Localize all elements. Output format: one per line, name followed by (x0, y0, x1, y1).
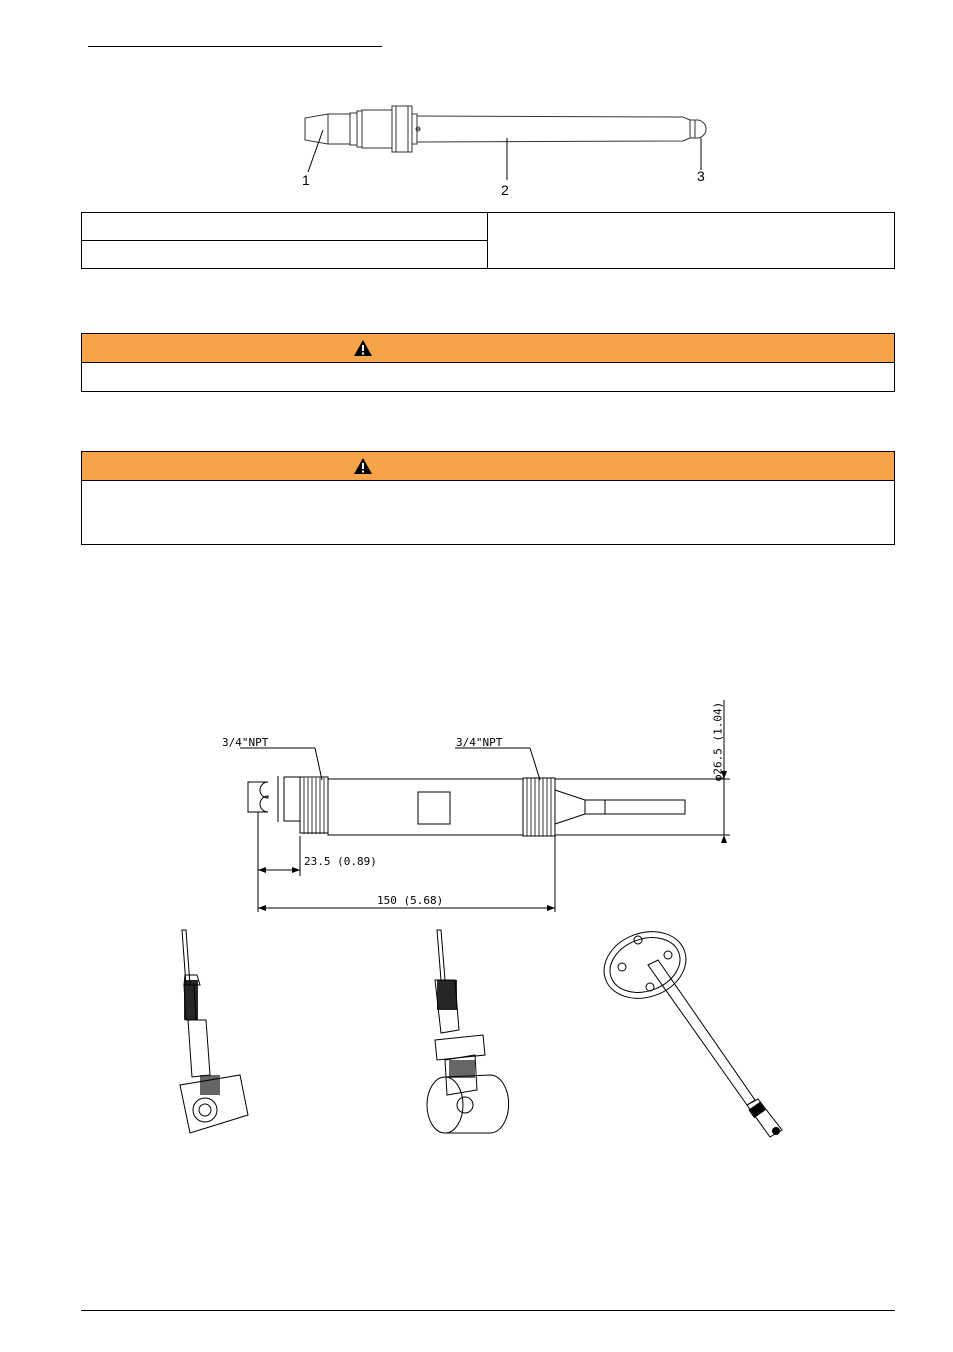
sensor-side-view-drawing (295, 100, 725, 200)
callout-1: 1 (302, 172, 310, 188)
warning-box-2 (81, 451, 895, 545)
dimension-drawing (240, 700, 750, 920)
total-length-label: 150 (5.68) (377, 894, 444, 907)
mount-illustration-2 (415, 925, 525, 1140)
thread-label-right: 3/4"NPT (456, 736, 503, 749)
warning-box-1 (81, 333, 895, 392)
legend-right-cell (488, 213, 894, 268)
diameter-label: φ26.5 (1.04) (711, 701, 725, 782)
legend-row-1 (82, 213, 488, 241)
warning-header (82, 452, 894, 481)
legend-table (81, 212, 895, 269)
warning-triangle-icon (353, 457, 373, 475)
sensor-figure (295, 100, 725, 200)
mount-illustration-1 (160, 925, 260, 1140)
dimension-drawing-svg (240, 700, 750, 920)
warning-header (82, 334, 894, 363)
warning-triangle-icon (353, 339, 373, 357)
flange-mount-drawing (600, 925, 810, 1145)
callout-2: 2 (501, 182, 509, 198)
thread-label-left: 3/4"NPT (222, 736, 269, 749)
callout-3: 3 (697, 168, 705, 184)
legend-row-2 (82, 241, 488, 268)
mount-illustration-3 (600, 925, 810, 1145)
tee-mount-drawing (160, 925, 260, 1140)
flow-cell-mount-drawing (415, 925, 525, 1140)
footer-rule (81, 1310, 895, 1311)
short-length-label: 23.5 (0.89) (304, 855, 377, 868)
header-rule (88, 46, 382, 47)
